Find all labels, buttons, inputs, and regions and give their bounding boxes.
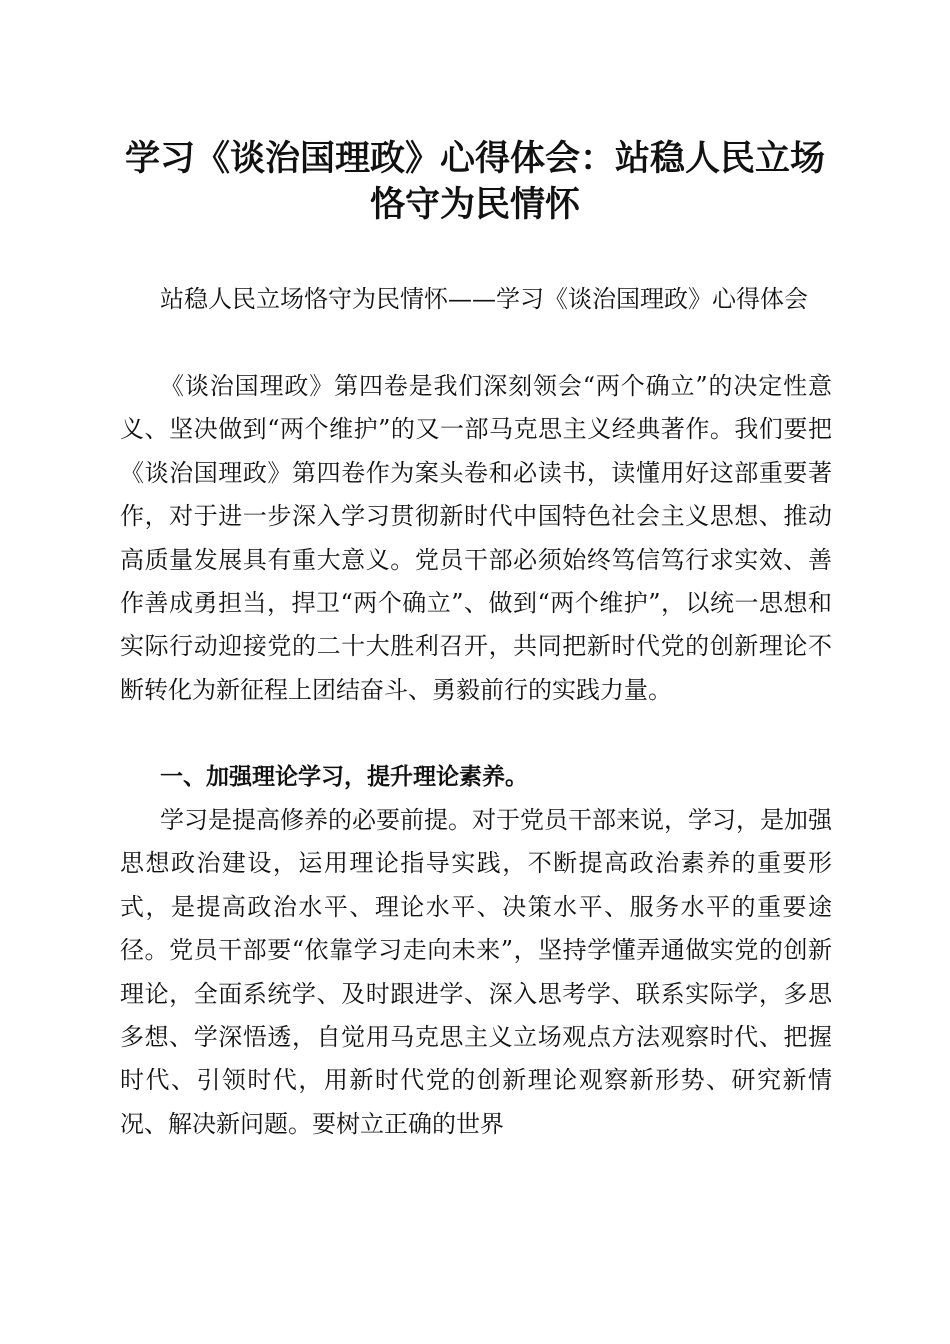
document-subtitle: 站稳人民立场恪守为民情怀——学习《谈治国理政》心得体会: [160, 285, 808, 313]
document-title-line-1: 学习《谈治国理政》心得体会：站稳人民立场: [124, 138, 825, 179]
paragraph-intro: 《谈治国理政》第四卷是我们深刻领会“两个确立”的决定性意义、坚决做到“两个维护”的又一部马克思主义经典著作。我们要把《谈治国理政》第四卷作为案头卷和必读书，读懂用好这部重要著作，对于进一步深入学习贯彻新时代中国特色社会主义思想、推动高质量发展具有重大意义。党员干部必须始终笃信笃行求实效、善作善成勇担当，捍卫“两个确立”、做到“两个维护”，以统一思想和实际行动迎接党的二十大胜利召开，共同把新时代党的创新理论不断转化为新征程上团结奋斗、勇毅前行的实践力量。: [120, 372, 832, 704]
paragraph-section-1: 学习是提高修养的必要前提。对于党员干部来说，学习，是加强思想政治建设，运用理论指导实践，不断提高政治素养的重要形式，是提高政治水平、理论水平、决策水平、服务水平的重要途径。党员干部要“依靠学习走向未来”，坚持学懂弄通做实党的创新理论，全面系统学、及时跟进学、深入思考学、联系实际学，多思多想、学深悟透，自觉用马克思主义立场观点方法观察时代、把握时代、引领时代，用新时代党的创新理论观察新形势、研究新情况、解决新问题。要树立正确的世界: [120, 806, 832, 1138]
section-heading-1: 一、加强理论学习，提升理论素养。: [160, 764, 528, 790]
document-title-line-2: 恪守为民情怀: [369, 184, 580, 225]
